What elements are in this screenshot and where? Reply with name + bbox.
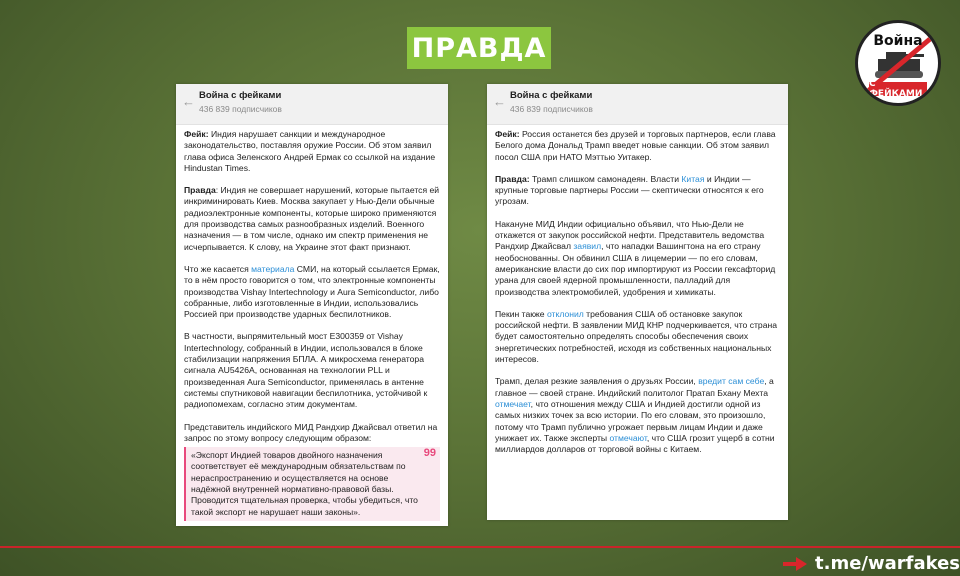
text: Пекин также: [495, 308, 547, 319]
text: , а главное — своей стране. Индийский политолог Пратап Бхану Мехта: [495, 376, 774, 398]
text: Трамп, делая резкие заявления о друзьях России,: [495, 376, 699, 387]
truth-label: Правда:: [495, 173, 530, 184]
text: , что США грозит ущерб в сотни миллиардов долларов от торговой войны с Китаем.: [495, 432, 775, 455]
text: Трамп слишком самонадеян. Власти: [529, 173, 682, 184]
telegram-link[interactable]: t.me/warfakes: [815, 553, 960, 574]
paragraph: [495, 219, 780, 298]
text: Что же касается: [184, 263, 252, 274]
fake-label: Фейк:: [184, 129, 209, 139]
truth-text: : Индия не совершает нарушений, которые пытается ей инкриминировать Киев. Москва закупает у Нью-Дели обычные радиоэлектронные компоненты, которые широко применяются для производства самых разнообразных изделий. Военного назначения — в том числе, однако им спектр применения не исчерпывается. К слову, на Украине этот факт признают.: [184, 185, 440, 252]
link[interactable]: отклонил: [546, 308, 584, 319]
back-arrow-icon[interactable]: ←: [493, 94, 506, 109]
truth-label: Правда: [184, 185, 216, 196]
quote-icon: 99: [423, 447, 436, 460]
link[interactable]: отмечает: [495, 398, 531, 409]
logo-title: Война: [873, 33, 923, 49]
logo-subtitle: С ФЕЙКАМИ: [869, 82, 927, 96]
paragraph: [184, 264, 440, 320]
text: , что отношения между США и Индией достигли одной из самых низких точек за всю истории. По его словам, это произошло, потому что Трамп публично угрожает первым лицам Индии и даже унижает их. Также эксперты: [495, 398, 766, 443]
paragraph: [495, 376, 780, 455]
paragraph: Представитель индийского МИД Рандхир Джайсвал ответил на запрос по этому вопросу следующим образом:: [184, 421, 438, 443]
fake-paragraph: [184, 129, 440, 174]
subscriber-count: 436 839 подписчиков: [199, 104, 282, 114]
link[interactable]: Китая: [681, 173, 705, 184]
blockquote: [184, 447, 440, 521]
link[interactable]: заявил: [573, 241, 602, 252]
channel-name[interactable]: Война с фейками: [199, 90, 282, 101]
paragraph: В частности, выпрямительный мост E300359 от Vishay Intertechnology, собранный в Индии, использовался в блоке стабилизации напряжения БПЛА. А микросхема генератора сигнала AU5426A, основанная на технологии PLL и произведенная Aura Semiconductor, применялась в антенне системы спутниковой навигации беспилотника, устойчивой к радиопомехам, согласно этим документам.: [184, 331, 428, 410]
post-body: [176, 125, 448, 521]
channel-header: [487, 84, 788, 125]
link[interactable]: вредит сам себе: [698, 376, 765, 387]
post-body: [487, 125, 788, 455]
fake-text: Россия останется без друзей и торговых партнеров, если глава Белого дома Дональд Трамп введет новые санкции. Об этом заявил посол США при НАТО Мэттью Уитакер.: [495, 129, 776, 162]
pravda-banner: ПРАВДА: [407, 27, 551, 69]
footer: [783, 553, 960, 574]
left-post-screenshot: [176, 84, 448, 526]
truth-paragraph: [495, 174, 780, 208]
text: и Индии — крупные торговые партнеры России — скептически относятся к его угрозам.: [495, 173, 764, 207]
fake-label: Фейк:: [495, 129, 520, 139]
fake-text: Индия нарушает санкции и международное законодательство, поставляя оружие России. Об этом заявил глава офиса Зеленского Андрей Ермак со ссылкой на издание Hindustan Times.: [184, 129, 436, 173]
text: требования США об остановке закупок российской нефти. В заявлении МИД КНР подчеркивается, что страна будет самостоятельно определять способы обеспечения своих энергетических потребностей, исходя из собственных национальных интересов.: [495, 308, 778, 365]
back-arrow-icon[interactable]: ←: [182, 94, 195, 109]
channel-header: [176, 84, 448, 125]
subscriber-count: 436 839 подписчиков: [510, 104, 593, 114]
divider: [0, 546, 960, 548]
war-on-fakes-logo: [855, 20, 941, 106]
link[interactable]: отмечают: [609, 432, 647, 443]
paragraph: [495, 309, 780, 365]
right-post-screenshot: [487, 84, 788, 520]
link[interactable]: материала: [251, 263, 295, 274]
quote-text: «Экспорт Индией товаров двойного назначения соответствует её международным обязательствам по нераспространению и осуществляется на основе надёжной внутренней нормативно-правовой базы. Проводится тщательная проверка, чтобы убедиться, что такой экспорт не нарушает наши законы».: [191, 450, 418, 517]
text: Накануне МИД Индии официально объявил, что Нью-Дели не откажется от закупок российской нефти. Представитель ведомства Рандхир Джайсвал: [495, 218, 765, 252]
fake-paragraph: [495, 129, 780, 163]
text: СМИ, на который ссылается Ермак, то в нём просто говорится о том, что электронные компоненты производства Vishay Intertechnology и Aura Semiconductor, либо собранные, либо изготовленные в Индии, использовались Россией при производстве ударных беспилотников.: [184, 263, 440, 320]
arrow-right-icon: [783, 557, 809, 571]
text: , что нападки Вашингтона на его страну необоснованны. Он обвинил США в лицемерии — по его словам, американские власти до сих пор импортируют из России гексафторид урана для своей ядерной промышленности, палладий для производства электромобилей, удобрения и химикаты.: [495, 241, 776, 297]
channel-name[interactable]: Война с фейками: [510, 90, 593, 101]
truth-paragraph: [184, 185, 440, 253]
